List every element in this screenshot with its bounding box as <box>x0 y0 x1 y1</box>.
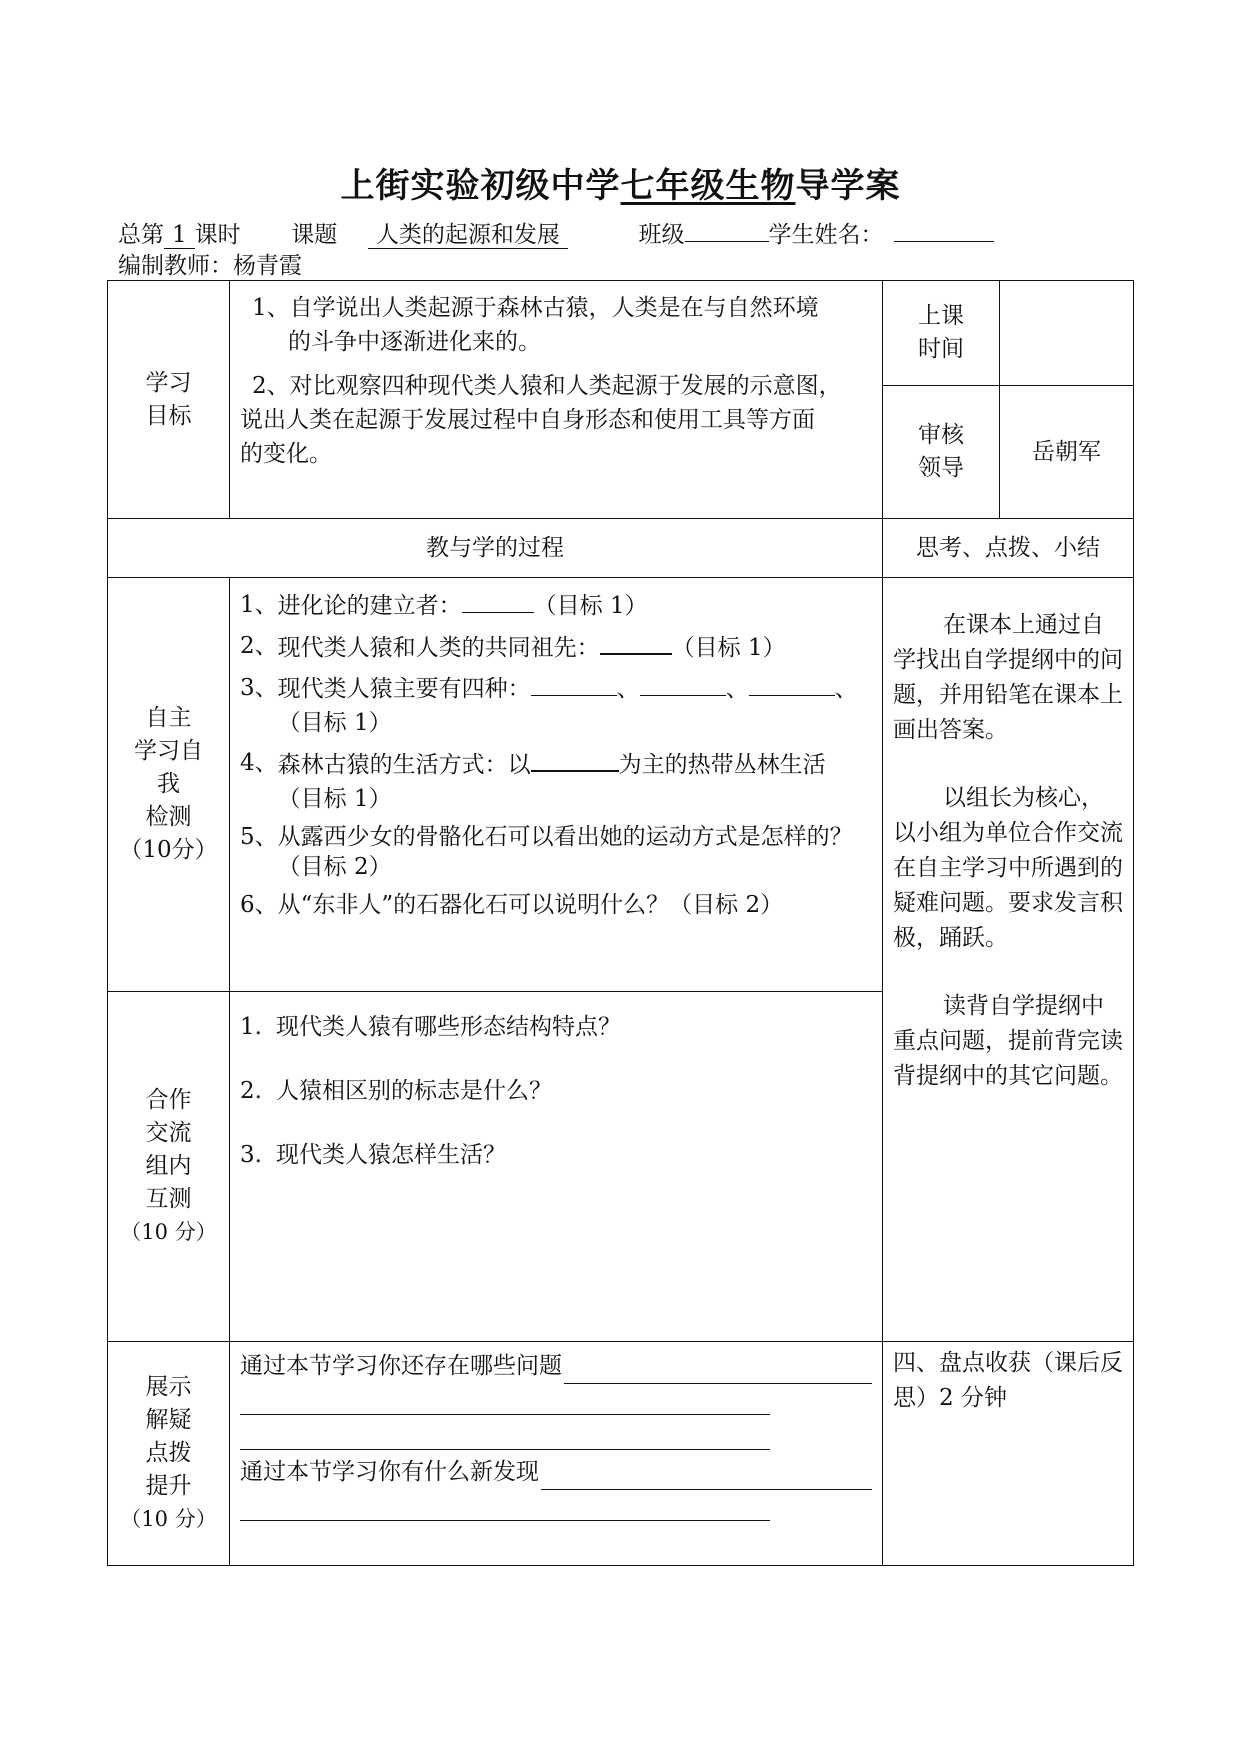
goal-1-line-1: 1、自学说出人类起源于森林古猿，人类是在与自然环境 <box>252 295 819 321</box>
lesson-suffix: 课时 <box>194 222 241 248</box>
lesson-prefix: 总第 <box>118 222 164 248</box>
teacher-line: 编制教师：杨青霞 <box>118 253 302 279</box>
answer-blank[interactable] <box>600 629 672 655</box>
list-item: 1. 现代类人猿有哪些形态结构特点？ <box>240 1014 621 1040</box>
class-time-value[interactable] <box>1000 281 1134 386</box>
answer-line[interactable] <box>564 1355 872 1384</box>
class-field[interactable] <box>685 219 769 242</box>
new-discovery-prompt: 通过本节学习你有什么新发现 <box>240 1459 539 1485</box>
remaining-questions-prompt: 通过本节学习你还存在哪些问题 <box>240 1353 562 1379</box>
topic-label: 课题 <box>291 222 338 248</box>
notes-heading: 思考、点拨、小结 <box>883 519 1134 578</box>
list-item: 3. 现代类人猿怎样生活？ <box>240 1142 506 1168</box>
answer-line[interactable] <box>240 1384 770 1415</box>
answer-blank[interactable] <box>749 671 835 696</box>
self-study-items <box>230 578 883 992</box>
list-item: 2、 现代类人猿和人类的共同祖先： （目标 1） <box>240 629 872 665</box>
goal-2-line-1: 2、对比观察四种现代类人猿和人类起源于发展的示意图， <box>252 373 842 399</box>
process-heading: 教与学的过程 <box>108 519 883 578</box>
lesson-number[interactable]: 1 <box>164 222 195 249</box>
goal-2-line-3: 的变化。 <box>240 441 332 467</box>
page-title: 上街实验初级中学七年级生物导学案 <box>340 166 901 206</box>
list-item: 2. 人猿相区别的标志是什么？ <box>240 1078 552 1104</box>
goal-2-line-2: 说出人类在起源于发展过程中自身形态和使用工具等方面 <box>240 407 815 433</box>
answer-line[interactable] <box>240 1490 770 1521</box>
notes-paragraph-1: 在课本上通过自学找出自学提纲中的问题，并用铅笔在课本上画出答案。 <box>893 612 1123 743</box>
class-label: 班级 <box>638 222 685 248</box>
list-item: 6、 从“东非人”的石器化石可以说明什么？（目标 2） <box>240 892 784 918</box>
answer-blank[interactable] <box>462 588 534 613</box>
list-item: 5、 从露西少女的骨骼化石可以看出她的运动方式是怎样的？（目标 2） <box>240 824 853 880</box>
showcase-label: 展示 解疑 点拨 提升 （10 分） <box>108 1342 230 1566</box>
answer-line[interactable] <box>541 1461 872 1490</box>
topic-value: 人类的起源和发展 <box>368 222 568 249</box>
notes-paragraph-2: 以组长为核心，以小组为单位合作交流在自主学习中所遇到的疑难问题。要求发言积极，踊跃。 <box>893 785 1123 951</box>
student-name-label: 学生姓名： <box>768 222 884 248</box>
reflection-section: 四、盘点收获（课后反思）2 分钟 <box>883 1342 1134 1566</box>
answer-blank[interactable] <box>531 671 617 696</box>
list-item: 3、 现代类人猿主要有四种： 、 、 、 （目标 1） <box>240 671 872 740</box>
review-leader-label: 审核 领导 <box>883 386 1000 519</box>
lesson-info-line <box>118 216 994 249</box>
class-time-label: 上课 时间 <box>883 281 1000 386</box>
self-study-label: 自主 学习自 我 检测 （10分） <box>108 578 230 992</box>
list-item: 1、 进化论的建立者： （目标 1） <box>240 588 872 623</box>
goals-content <box>230 281 883 519</box>
study-guide-table <box>107 280 1134 1566</box>
review-leader-value: 岳朝军 <box>1000 386 1134 519</box>
notes-content <box>883 578 1134 1342</box>
answer-blank[interactable] <box>531 746 619 772</box>
cooperation-questions <box>230 992 883 1342</box>
notes-paragraph-3: 读背自学提纲中重点问题，提前背完读背提纲中的其它问题。 <box>893 993 1123 1089</box>
cooperation-label: 合作 交流 组内 互测 （10 分） <box>108 992 230 1342</box>
list-item: 4、 森林古猿的生活方式：以 为主的热带丛林生活 （目标 1） <box>240 746 872 816</box>
student-name-field[interactable] <box>894 219 994 242</box>
answer-blank[interactable] <box>640 671 726 696</box>
answer-line[interactable] <box>240 1419 770 1450</box>
goals-label: 学习 目标 <box>108 281 230 519</box>
showcase-content <box>230 1342 883 1566</box>
goal-1-line-2: 的斗争中逐渐进化来的。 <box>288 329 541 355</box>
